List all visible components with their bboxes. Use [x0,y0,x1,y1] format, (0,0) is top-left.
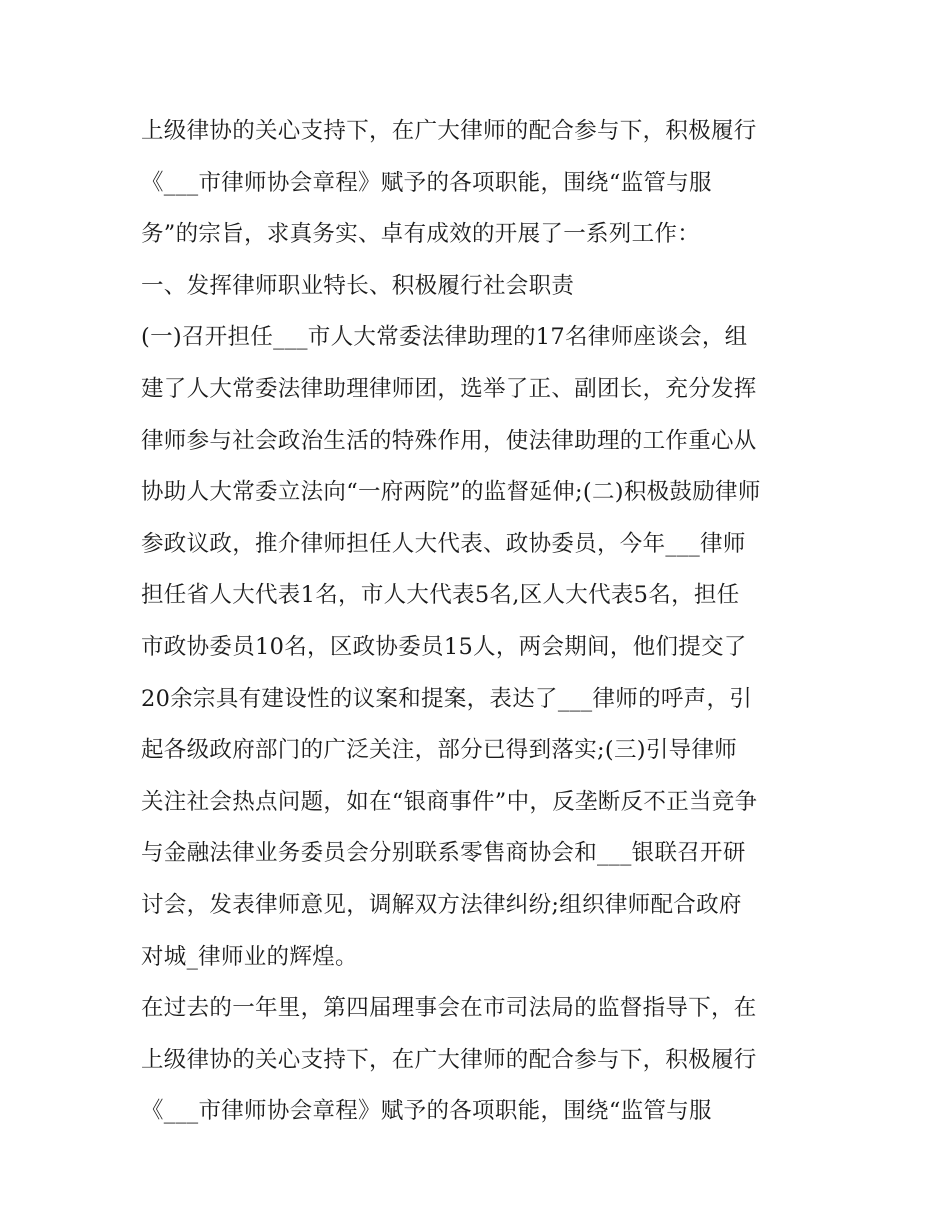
text-line: 20余宗具有建设性的议案和提案，表达了___律师的呼声，引 [141,685,753,712]
text-line: 讨会，发表律师意见，调解双方法律纠纷;组织律师配合政府 [141,891,742,918]
text-line: 担任省人大代表1名，市人大代表5名,区人大代表5名，担任 [141,582,740,609]
text-line: 律师参与社会政治生活的特殊作用，使法律助理的工作重心从 [141,427,757,454]
text-line: 《___市律师协会章程》赋予的各项职能，围绕“监管与服 [141,169,712,196]
text-line: 与金融法律业务委员会分别联系零售商协会和___银联召开研 [141,840,746,867]
text-line: 市政协委员10名，区政协委员15人，两会期间，他们提交了 [141,633,747,660]
text-line: 关注社会热点问题，如在“银商事件”中，反垄断反不正当竞争 [141,788,758,815]
text-line: 上级律协的关心支持下，在广大律师的配合参与下，积极履行 [141,1046,757,1073]
text-line: 起各级政府部门的广泛关注，部分已得到落实;(三)引导律师 [141,737,738,764]
text-line: 务”的宗旨，求真务实、卓有成效的开展了一系列工作： [141,221,701,248]
document-body [141,106,821,1138]
text-line: 对城_律师业的辉煌。 [141,943,358,970]
text-line: 协助人大常委立法向“一府两院”的监督延伸;(二)积极鼓励律师 [141,479,761,506]
text-line: 在过去的一年里，第四届理事会在市司法局的监督指导下，在 [141,995,757,1022]
text-line: 建了人大常委法律助理律师团，选举了正、副团长，充分发挥 [141,375,757,402]
text-line: 《___市律师协会章程》赋予的各项职能，围绕“监管与服 [141,1098,712,1125]
section-heading: 一、发挥律师职业特长、积极履行社会职责 [141,272,575,299]
text-line: 参政议政，推介律师担任人大代表、政协委员，今年___律师 [141,530,746,557]
text-line: (一)召开担任___市人大常委法律助理的17名律师座谈会，组 [141,324,748,351]
text-line: 上级律协的关心支持下，在广大律师的配合参与下，积极履行 [141,118,757,144]
